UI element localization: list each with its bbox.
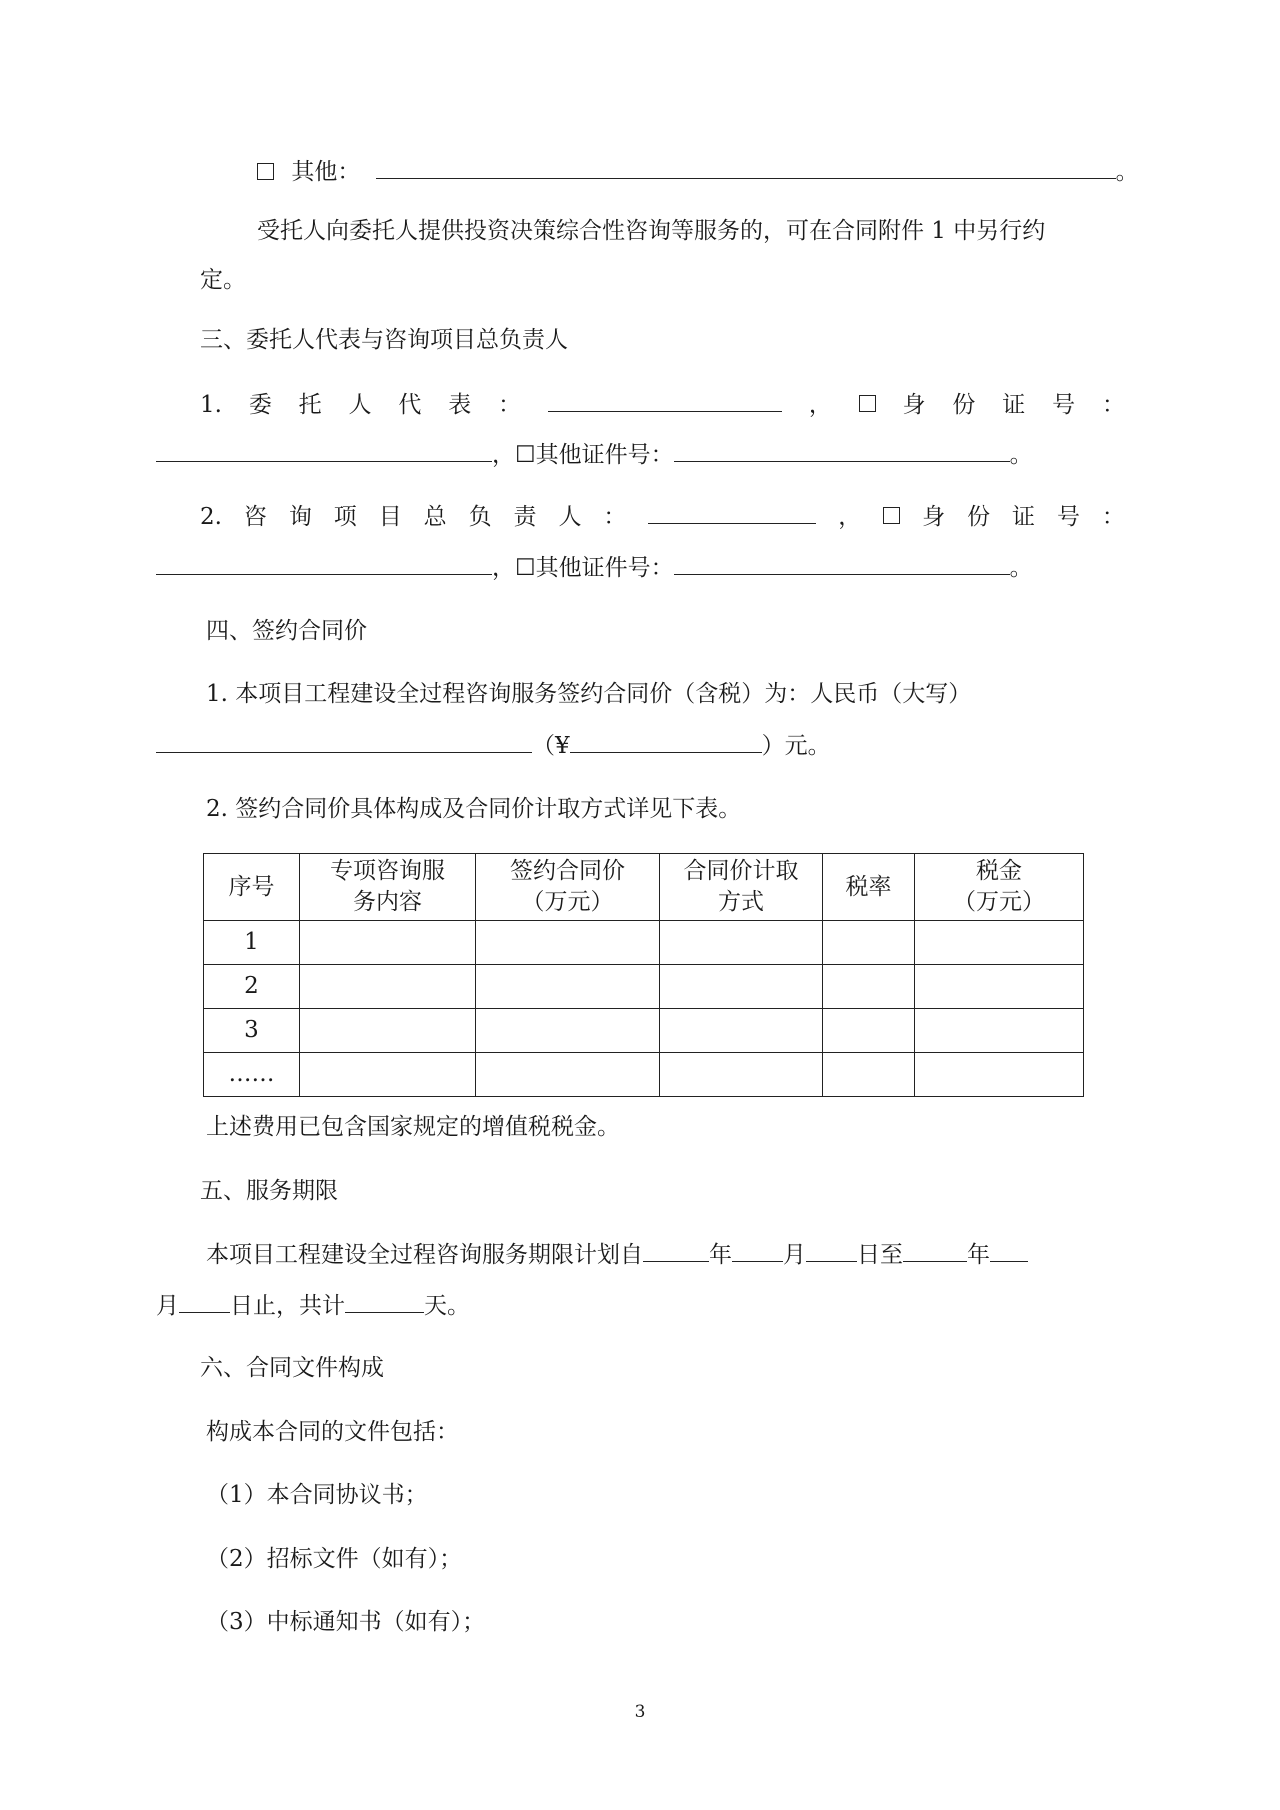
lead-label-1: 2. bbox=[200, 504, 222, 530]
period-start-text: 本项目工程建设全过程咨询服务期限计划自 bbox=[206, 1242, 643, 1268]
list-item: （3）中标通知书（如有）； bbox=[206, 1609, 486, 1635]
other-checkbox[interactable] bbox=[257, 163, 274, 180]
lead-other-cert: ，☐其他证件号： bbox=[492, 555, 674, 581]
table-row bbox=[204, 1009, 1084, 1053]
row-seq: …… bbox=[204, 1053, 300, 1097]
price-yen-close: ）元。 bbox=[761, 733, 831, 759]
start-year-blank[interactable] bbox=[643, 1237, 709, 1262]
section5-heading: 五、服务期限 bbox=[200, 1178, 338, 1204]
table-cell[interactable] bbox=[660, 921, 823, 965]
lead-label-8: 责 bbox=[513, 504, 537, 530]
lead-label-7: 负 bbox=[468, 504, 492, 530]
rep-label-4: 人 bbox=[348, 392, 372, 418]
table-cell[interactable] bbox=[915, 1053, 1084, 1097]
rep-label-1: 1. bbox=[200, 392, 222, 418]
rep-end: 。 bbox=[1009, 442, 1033, 468]
lead-label-6: 总 bbox=[423, 504, 447, 530]
section4-heading: 四、签约合同价 bbox=[206, 618, 367, 644]
table-cell[interactable] bbox=[660, 1009, 823, 1053]
documents-intro: 构成本合同的文件包括： bbox=[206, 1419, 459, 1445]
rep-id-checkbox[interactable] bbox=[859, 395, 876, 412]
rep-line2 bbox=[156, 437, 1033, 472]
table-cell[interactable] bbox=[476, 921, 660, 965]
table-cell[interactable] bbox=[660, 1053, 823, 1097]
price-table bbox=[203, 853, 1084, 1097]
price-item1-line2 bbox=[156, 728, 831, 763]
list-item: （2）招标文件（如有）； bbox=[206, 1546, 463, 1572]
end-month-blank[interactable] bbox=[990, 1237, 1028, 1262]
rep-label-6: 表 bbox=[448, 392, 472, 418]
rep-other-cert-blank[interactable] bbox=[674, 437, 1010, 462]
other-option-line bbox=[257, 154, 1139, 189]
table-row bbox=[204, 965, 1084, 1009]
month-label: 月 bbox=[783, 1242, 806, 1268]
rep-id-4: 号 bbox=[1052, 392, 1076, 418]
table-cell[interactable] bbox=[823, 921, 915, 965]
section6-heading: 六、合同文件构成 bbox=[200, 1355, 384, 1381]
table-cell[interactable] bbox=[476, 1009, 660, 1053]
lead-line2 bbox=[156, 550, 1033, 585]
price-yen-blank[interactable] bbox=[570, 728, 762, 753]
end-month-label: 月 bbox=[156, 1293, 179, 1319]
rep-id-2: 份 bbox=[952, 392, 976, 418]
table-cell[interactable] bbox=[300, 921, 476, 965]
rep-name-blank[interactable] bbox=[548, 387, 782, 412]
period-line1 bbox=[206, 1237, 1028, 1272]
year-label: 年 bbox=[709, 1242, 732, 1268]
page-number: 3 bbox=[634, 1702, 646, 1722]
table-cell[interactable] bbox=[823, 1053, 915, 1097]
lead-end: 。 bbox=[1009, 555, 1033, 581]
col-header-seq: 序号 bbox=[204, 854, 300, 921]
rep-label-5: 代 bbox=[398, 392, 422, 418]
rep-id-1: 身 bbox=[902, 392, 926, 418]
lead-other-cert-blank[interactable] bbox=[674, 550, 1010, 575]
lead-line bbox=[200, 499, 1125, 534]
lead-id-checkbox[interactable] bbox=[883, 507, 900, 524]
lead-label-2: 咨 bbox=[243, 504, 267, 530]
lead-comma: ， bbox=[838, 504, 862, 530]
col-header-method: 合同价计取 方式 bbox=[660, 854, 823, 921]
consult-note-line1: 受托人向委托人提供投资决策综合性咨询等服务的，可在合同附件 1 中另行约 bbox=[257, 218, 1046, 244]
end-day-blank[interactable] bbox=[179, 1288, 230, 1313]
lead-label-3: 询 bbox=[288, 504, 312, 530]
col-header-tax-rate: 税率 bbox=[823, 854, 915, 921]
table-cell[interactable] bbox=[300, 1053, 476, 1097]
start-day-blank[interactable] bbox=[806, 1237, 857, 1262]
lead-label-5: 目 bbox=[378, 504, 402, 530]
table-cell[interactable] bbox=[300, 965, 476, 1009]
lead-label-9: 人 bbox=[558, 504, 582, 530]
days-label: 天。 bbox=[424, 1293, 470, 1319]
start-month-blank[interactable] bbox=[732, 1237, 783, 1262]
table-cell[interactable] bbox=[823, 1009, 915, 1053]
table-cell[interactable] bbox=[915, 1009, 1084, 1053]
lead-id-3: 证 bbox=[1012, 504, 1036, 530]
end-year-blank[interactable] bbox=[903, 1237, 967, 1262]
rep-label-7: ： bbox=[498, 392, 522, 418]
rep-label-2: 委 bbox=[248, 392, 272, 418]
col-header-price: 签约合同价 （万元） bbox=[476, 854, 660, 921]
other-end: 。 bbox=[1115, 159, 1139, 185]
other-label: 其他： bbox=[291, 159, 361, 185]
section3-heading: 三、委托人代表与咨询项目总负责人 bbox=[200, 327, 568, 353]
row-seq: 2 bbox=[204, 965, 300, 1009]
lead-id-5: ： bbox=[1101, 504, 1125, 530]
rep-id-3: 证 bbox=[1002, 392, 1026, 418]
table-cell[interactable] bbox=[476, 1053, 660, 1097]
rep-line bbox=[200, 387, 1125, 422]
price-item2: 2. 签约合同价具体构成及合同价计取方式详见下表。 bbox=[206, 796, 742, 822]
row-seq: 3 bbox=[204, 1009, 300, 1053]
col-header-service: 专项咨询服 务内容 bbox=[300, 854, 476, 921]
table-row bbox=[204, 921, 1084, 965]
rep-comma: ， bbox=[808, 392, 832, 418]
price-table-header bbox=[204, 854, 1084, 921]
table-cell[interactable] bbox=[823, 965, 915, 1009]
consult-note-line2: 定。 bbox=[200, 267, 246, 293]
lead-name-blank[interactable] bbox=[648, 499, 816, 524]
period-line2 bbox=[156, 1288, 470, 1323]
row-seq: 1 bbox=[204, 921, 300, 965]
col-header-tax-amount: 税金 （万元） bbox=[915, 854, 1084, 921]
day-to-label: 日至 bbox=[857, 1242, 903, 1268]
rep-id-5: ： bbox=[1101, 392, 1125, 418]
tax-note: 上述费用已包含国家规定的增值税税金。 bbox=[206, 1114, 620, 1140]
table-cell[interactable] bbox=[300, 1009, 476, 1053]
lead-id-2: 份 bbox=[967, 504, 991, 530]
other-blank[interactable] bbox=[376, 154, 1116, 179]
day-end-label: 日止，共计 bbox=[230, 1293, 345, 1319]
price-yen-open: （¥ bbox=[532, 733, 570, 759]
lead-id-1: 身 bbox=[922, 504, 946, 530]
table-row bbox=[204, 1053, 1084, 1097]
lead-id-blank[interactable] bbox=[156, 550, 492, 575]
lead-label-4: 项 bbox=[333, 504, 357, 530]
rep-other-cert: ，☐其他证件号： bbox=[492, 442, 674, 468]
price-item1: 1. 本项目工程建设全过程咨询服务签约合同价（含税）为：人民币（大写） bbox=[206, 681, 972, 707]
table-cell[interactable] bbox=[915, 965, 1084, 1009]
rep-label-3: 托 bbox=[298, 392, 322, 418]
list-item: （1）本合同协议书； bbox=[206, 1482, 428, 1508]
end-year-label: 年 bbox=[967, 1242, 990, 1268]
rep-id-blank[interactable] bbox=[156, 437, 492, 462]
days-blank[interactable] bbox=[345, 1288, 424, 1313]
table-cell[interactable] bbox=[476, 965, 660, 1009]
lead-label-10: ： bbox=[603, 504, 627, 530]
table-cell[interactable] bbox=[660, 965, 823, 1009]
table-cell[interactable] bbox=[915, 921, 1084, 965]
lead-id-4: 号 bbox=[1056, 504, 1080, 530]
price-words-blank[interactable] bbox=[156, 728, 532, 753]
